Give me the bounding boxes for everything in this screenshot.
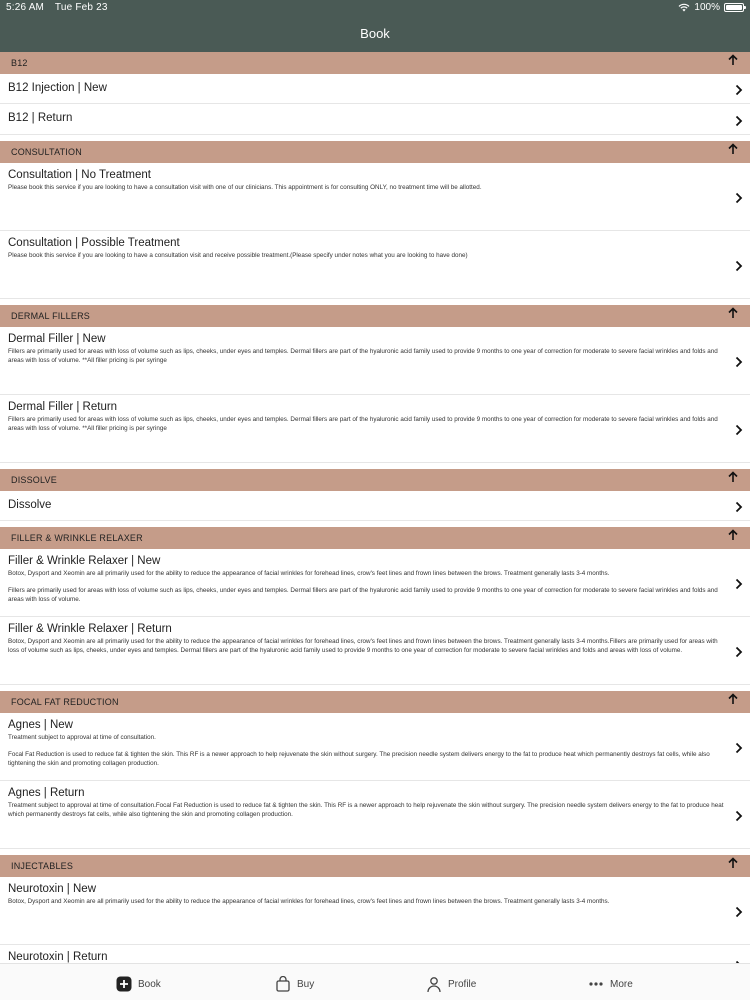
app-header: [0, 0, 750, 52]
service-description-paragraph: Treatment subject to approval at time of consultation.Focal Fat Reduction is used to reduce fat & tighten the skin. This RF is a newer approach to help rejuvenate the skin without surgery. The precision needle system delivers energy to the fat to produce heat which permanently destroys fat cells, while also tightening the skin and promoting collagen production.: [8, 802, 724, 818]
service-row[interactable]: [0, 163, 750, 231]
service-title: Dermal Filler | New: [8, 333, 106, 345]
tab-buy-label: Buy: [297, 978, 315, 990]
section-header-label: CONSULTATION: [11, 147, 82, 157]
chevron-right-icon[interactable]: [735, 191, 743, 203]
battery-percent: 100%: [694, 2, 720, 13]
service-title: B12 Injection | New: [8, 82, 107, 94]
tab-buy[interactable]: [275, 974, 314, 994]
service-description: [8, 415, 728, 441]
section-header-label: B12: [11, 58, 28, 68]
chevron-right-icon[interactable]: [735, 259, 743, 271]
chevron-right-icon[interactable]: [735, 500, 743, 512]
tab-profile[interactable]: [426, 974, 476, 994]
status-date: Tue Feb 23: [54, 2, 108, 13]
service-description-paragraph: Please book this service if you are looking to have a consultation visit with one of our clinicians. This appointment is for consulting ONLY, no treatment time will be allotted.: [8, 184, 482, 191]
chevron-right-icon[interactable]: [735, 423, 743, 435]
service-description-paragraph: Botox, Dysport and Xeomin are all primarily used for the ability to reduce the appearance of facial wrinkles for forehead lines, crow's feet lines and frown lines between the brows. Treatment generally lasts 3-4 months.: [8, 898, 610, 905]
service-row[interactable]: [0, 74, 750, 104]
tab-profile-label: Profile: [448, 978, 477, 990]
service-description: [8, 801, 728, 827]
service-description: [8, 347, 728, 373]
plus-circle-icon: [116, 976, 132, 992]
collapse-arrow-up-icon[interactable]: [727, 142, 739, 154]
collapse-arrow-up-icon[interactable]: [727, 470, 739, 482]
service-title: Neurotoxin | Return: [8, 951, 108, 963]
chevron-right-icon[interactable]: [735, 577, 743, 589]
ellipsis-icon: [588, 976, 604, 992]
service-title: Dissolve: [8, 499, 52, 511]
service-title: Filler & Wrinkle Relaxer | Return: [8, 623, 172, 635]
battery-icon: [724, 3, 744, 12]
section-header[interactable]: [0, 691, 750, 713]
service-row[interactable]: [0, 231, 750, 299]
service-row[interactable]: [0, 395, 750, 463]
collapse-arrow-up-icon[interactable]: [727, 692, 739, 704]
booking-service-list[interactable]: [0, 52, 750, 963]
service-row[interactable]: [0, 877, 750, 945]
service-row[interactable]: [0, 945, 750, 963]
chevron-right-icon[interactable]: [735, 355, 743, 367]
service-description-paragraph: Fillers are primarily used for areas with loss of volume such as lips, cheeks, under eyes and temples. Dermal fillers are part of the hyaluronic acid family used to provide 9 months to one year of correction for moderate to severe facial wrinkles and folds and areas with loss of volume. **All filler pricing is per syringe: [8, 348, 718, 364]
chevron-right-icon[interactable]: [735, 645, 743, 657]
section-header[interactable]: [0, 305, 750, 327]
section-header[interactable]: [0, 52, 750, 74]
service-title: Consultation | No Treatment: [8, 169, 151, 181]
tab-bar: [0, 963, 750, 1000]
shopping-bag-icon: [275, 976, 291, 992]
wifi-icon: [678, 3, 690, 12]
collapse-arrow-up-icon[interactable]: [727, 856, 739, 868]
service-row[interactable]: [0, 104, 750, 135]
section-header-label: FILLER & WRINKLE RELAXER: [11, 533, 143, 543]
service-title: Filler & Wrinkle Relaxer | New: [8, 555, 161, 567]
tab-more-label: More: [610, 978, 633, 990]
chevron-right-icon[interactable]: [735, 905, 743, 917]
section-header-label: DISSOLVE: [11, 475, 57, 485]
section-header[interactable]: [0, 469, 750, 491]
service-row[interactable]: [0, 617, 750, 685]
chevron-right-icon[interactable]: [735, 114, 743, 126]
chevron-right-icon[interactable]: [735, 741, 743, 753]
service-title: B12 | Return: [8, 112, 73, 124]
section-header-label: INJECTABLES: [11, 861, 74, 871]
service-row[interactable]: [0, 713, 750, 781]
chevron-right-icon[interactable]: [735, 83, 743, 95]
tab-more[interactable]: [588, 974, 633, 994]
service-description: [8, 733, 728, 776]
section-header[interactable]: [0, 141, 750, 163]
section-header-label: DERMAL FILLERS: [11, 311, 90, 321]
service-title: Neurotoxin | New: [8, 883, 96, 895]
service-row[interactable]: [0, 327, 750, 395]
service-description-paragraph: Fillers are primarily used for areas with loss of volume such as lips, cheeks, under eyes and temples. Dermal fillers are part of the hyaluronic acid family used to provide 9 months to one year of correction for moderate to severe facial wrinkles and folds and areas with loss of volume. **All filler pricing is per syringe: [8, 416, 718, 432]
service-description: [8, 569, 728, 612]
service-row[interactable]: [0, 549, 750, 617]
status-time: 5:26 AM: [6, 2, 45, 13]
service-row[interactable]: [0, 491, 750, 521]
service-title: Agnes | Return: [8, 787, 85, 799]
page-title: Book: [360, 26, 390, 41]
tab-book[interactable]: [116, 974, 161, 994]
collapse-arrow-up-icon[interactable]: [727, 306, 739, 318]
service-description-paragraph: Fillers are primarily used for areas with loss of volume such as lips, cheeks, under eyes and temples. Dermal fillers are part of the hyaluronic acid family used to provide 9 months to one year of correction for moderate to severe facial wrinkles and folds and areas with loss of volume.: [8, 587, 718, 603]
service-title: Agnes | New: [8, 719, 73, 731]
service-row[interactable]: [0, 781, 750, 849]
service-description-paragraph: Botox, Dysport and Xeomin are all primarily used for the ability to reduce the appearance of facial wrinkles for forehead lines, crow's feet lines and frown lines between the brows. Treatment generally lasts 3-4 months.: [8, 570, 610, 577]
person-icon: [426, 976, 442, 992]
service-description: [8, 183, 728, 200]
status-bar-left: [6, 2, 116, 13]
service-title: Dermal Filler | Return: [8, 401, 118, 413]
section-header-label: FOCAL FAT REDUCTION: [11, 697, 119, 707]
section-header[interactable]: [0, 527, 750, 549]
service-description: [8, 637, 728, 663]
chevron-right-icon[interactable]: [735, 809, 743, 821]
service-title: Consultation | Possible Treatment: [8, 237, 180, 249]
service-description-paragraph: Treatment subject to approval at time of consultation.: [8, 734, 156, 741]
service-description-paragraph: Botox, Dysport and Xeomin are all primarily used for the ability to reduce the appearance of facial wrinkles for forehead lines, crow's feet lines and frown lines between the brows. Treatment generally lasts 3-4 months.Fillers are primarily used for areas with loss of volume such as lips, cheeks, under eyes and temples. Dermal fillers are part of the hyaluronic acid family used to provide 9 months to one year of correction for moderate to severe facial wrinkles and folds and areas with loss of volume.: [8, 638, 718, 654]
status-bar-right: [678, 2, 744, 13]
service-description-paragraph: Please book this service if you are looking to have a consultation visit and receive possible treatment.(Please specify under notes what you are looking to have done): [8, 252, 468, 259]
section-header[interactable]: [0, 855, 750, 877]
service-description: [8, 251, 728, 268]
service-description: [8, 897, 728, 914]
collapse-arrow-up-icon[interactable]: [727, 528, 739, 540]
service-description-paragraph: Focal Fat Reduction is used to reduce fat & tighten the skin. This RF is a newer approach to help rejuvenate the skin without surgery. The precision needle system delivers energy to the fat to produce heat which permanently destroys fat cells, while also tightening the skin and promoting collagen production.: [8, 751, 710, 767]
collapse-arrow-up-icon[interactable]: [727, 53, 739, 65]
tab-book-label: Book: [138, 978, 161, 990]
